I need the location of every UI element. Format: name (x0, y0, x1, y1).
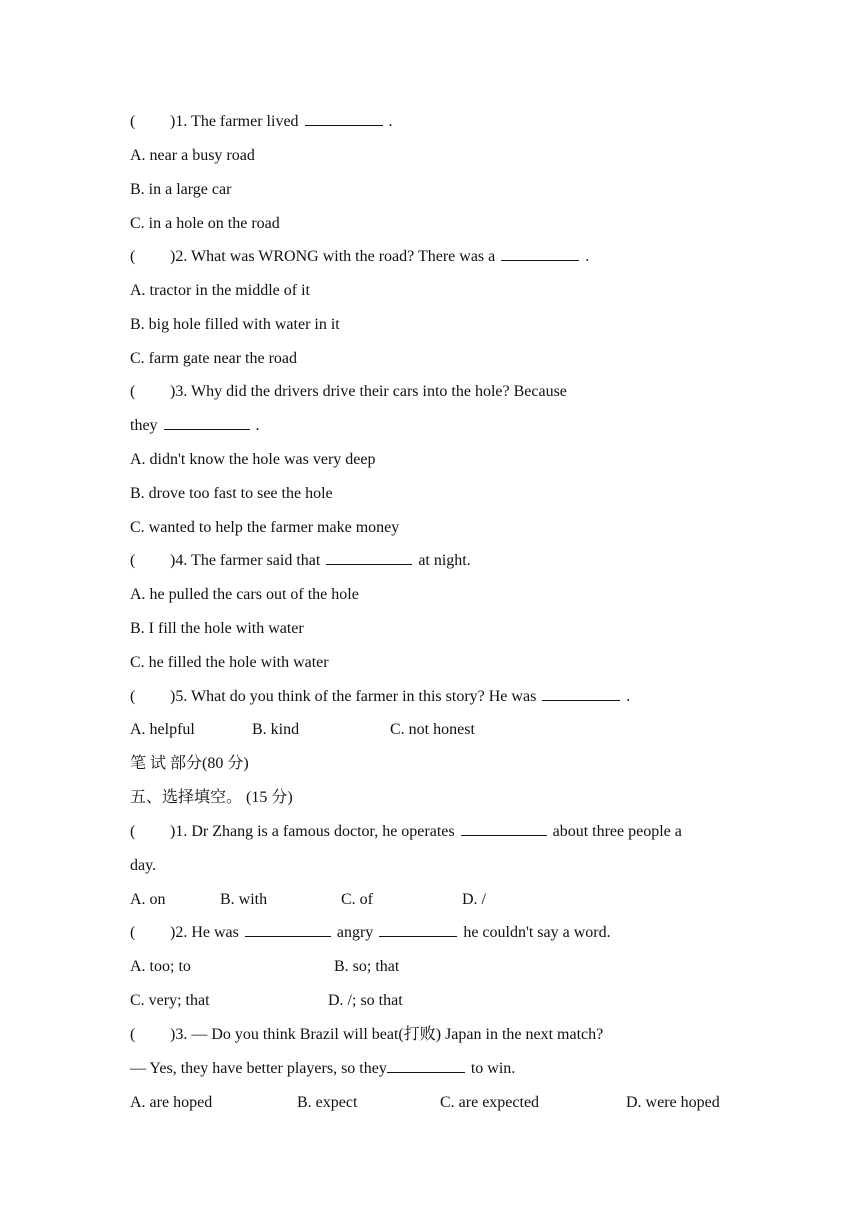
option-c: C. farm gate near the road (130, 350, 298, 367)
answer-blank (379, 922, 457, 937)
answer-blank (164, 415, 250, 430)
option-a: A. he pulled the cars out of the hole (130, 586, 359, 603)
question-text: )2. He was (170, 924, 239, 941)
question-text: )1. Dr Zhang is a famous doctor, he operates (170, 823, 455, 840)
section-heading: 五、选择填空。 (15 分) (130, 789, 293, 806)
question-end: he couldn't say a word. (463, 924, 611, 941)
written-q1 (130, 815, 682, 849)
listening-q4 (130, 544, 471, 578)
option-c: C. wanted to help the farmer make money (130, 519, 400, 536)
option-row (130, 984, 403, 1018)
listening-q3 (130, 375, 567, 409)
answer-paren: ( (130, 113, 136, 130)
question-text: )3. Why did the drivers drive their cars into the hole? Because (170, 383, 567, 400)
question-end: . (585, 248, 590, 265)
answer-blank (501, 246, 579, 261)
reply-text: — Yes, they have better players, so they (130, 1060, 387, 1077)
answer-paren: ( (130, 248, 136, 265)
question-text: )5. What do you think of the farmer in this story? He was (170, 688, 537, 705)
answer-paren: ( (130, 688, 136, 705)
answer-blank (245, 922, 331, 937)
option-a: A. on (130, 891, 166, 908)
option-a: A. helpful (130, 721, 195, 738)
answer-paren: ( (130, 383, 136, 400)
question-end: . (388, 113, 393, 130)
question-middle: angry (336, 924, 374, 941)
listening-q2 (130, 240, 589, 274)
option-b: B. kind (252, 721, 300, 738)
option-b: B. expect (297, 1094, 358, 1111)
answer-paren: ( (130, 823, 136, 840)
part-heading: 笔 试 部分(80 分) (130, 755, 249, 772)
question-text: )3. — Do you think Brazil will beat(打败) Japan in the next match? (170, 1026, 604, 1043)
reply-end: to win. (470, 1060, 516, 1077)
option-b: B. with (220, 891, 268, 908)
answer-paren: ( (130, 552, 136, 569)
option-b: B. so; that (334, 958, 400, 975)
option-d: D. were hoped (626, 1094, 720, 1111)
option-c: C. very; that (130, 992, 210, 1009)
question-text: )1. The farmer lived (170, 113, 299, 130)
option-b: B. in a large car (130, 181, 232, 198)
option-row (130, 713, 475, 747)
question-text: )2. What was WRONG with the road? There was a (170, 248, 496, 265)
written-q3 (130, 1018, 603, 1052)
question-end: . (255, 417, 260, 434)
option-b: B. I fill the hole with water (130, 620, 304, 637)
answer-blank (326, 550, 412, 565)
answer-blank (461, 821, 547, 836)
question-end: about three people a (552, 823, 682, 840)
option-a: A. tractor in the middle of it (130, 282, 310, 299)
listening-q5 (130, 680, 630, 714)
option-a: A. are hoped (130, 1094, 213, 1111)
option-b: B. big hole filled with water in it (130, 316, 340, 333)
answer-paren: ( (130, 924, 136, 941)
option-a: A. didn't know the hole was very deep (130, 451, 376, 468)
written-q2 (130, 916, 611, 950)
option-b: B. drove too fast to see the hole (130, 485, 333, 502)
option-row (130, 1086, 720, 1120)
option-d: D. /; so that (328, 992, 403, 1009)
question-continuation: they (130, 417, 158, 434)
listening-q1 (130, 105, 393, 139)
option-c: C. in a hole on the road (130, 215, 280, 232)
option-row (130, 950, 399, 984)
option-c: C. not honest (390, 721, 475, 738)
option-c: C. he filled the hole with water (130, 654, 329, 671)
answer-paren: ( (130, 1026, 136, 1043)
written-q3-reply (130, 1052, 515, 1086)
question-text: )4. The farmer said that (170, 552, 321, 569)
listening-q3-continued (130, 409, 260, 443)
question-end: . (626, 688, 631, 705)
option-c: C. of (341, 891, 373, 908)
option-d: D. / (462, 891, 486, 908)
written-q1-continued: day. (130, 857, 157, 874)
answer-blank (305, 111, 383, 126)
option-row (130, 883, 486, 917)
question-end: at night. (418, 552, 471, 569)
option-c: C. are expected (440, 1094, 540, 1111)
answer-blank (387, 1058, 465, 1073)
option-a: A. too; to (130, 958, 191, 975)
option-a: A. near a busy road (130, 147, 255, 164)
answer-blank (542, 686, 620, 701)
